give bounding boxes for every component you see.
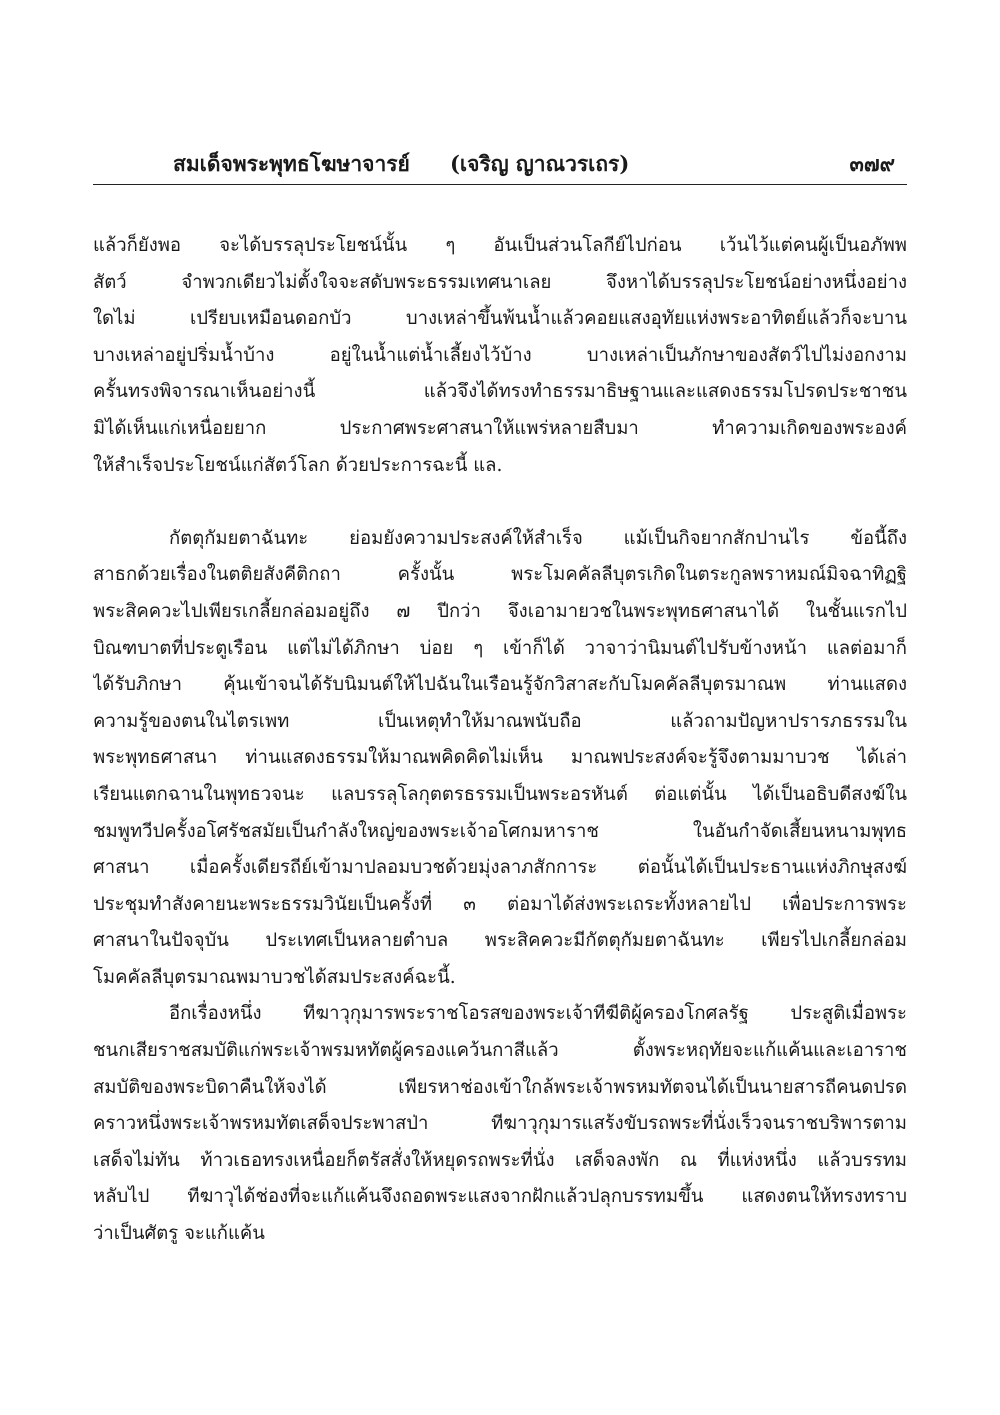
- text-line: บิณฑบาตที่ประตูเรือน แต่ไม่ได้ภิกษา บ่อย ๆ เข้าก็ได้ วาจาว่านิมนต์ไปรับข้างหน้า แลต่อมาก็: [93, 637, 907, 659]
- text-line: เรียนแตกฉานในพุทธวจนะ แลบรรลุโลกุตตรธรรมเป็นพระอรหันต์ ต่อแต่นั้น ได้เป็นอธิบดีสงฆ์ใน: [93, 783, 907, 805]
- text-line: ชนกเสียราชสมบัติแก่พระเจ้าพรมหทัตผู้ครองแคว้นกาสีแล้ว ตั้งพระหฤทัยจะแก้แค้นและเอาราช: [93, 1040, 907, 1062]
- page-header: [93, 142, 907, 185]
- text-line: สาธกด้วยเรื่องในตติยสังคีติกถา ครั้งนั้น พระโมคคัลลีบุตรเกิดในตระกูลพราหมณ์มิจฉาทิฏฐิ: [93, 564, 907, 586]
- text-line: พระสิคควะไปเพียรเกลี้ยกล่อมอยู่ถึง ๗ ปีกว่า จึงเอามายวชในพระพุทธศาสนาได้ ในชั้นแรกไป: [93, 600, 907, 622]
- text-line: คราวหนึ่งพระเจ้าพรหมทัตเสด็จประพาสป่า ทีฆาวุกุมารแสร้งขับรถพระที่นั่งเร็วจนราชบริพารตาม: [93, 1113, 907, 1135]
- text-line: อีกเรื่องหนึ่ง ทีฆาวุกุมารพระราชโอรสของพระเจ้าทีฆีติผู้ครองโกศลรัฐ ประสูติเมื่อพระ: [169, 1003, 907, 1025]
- text-line: ครั้นทรงพิจารณาเห็นอย่างนี้ แล้วจึงได้ทรงทำธรรมาธิษฐานและแสดงธรรมโปรดประชาชน: [93, 381, 907, 403]
- text-line: กัตตุกัมยตาฉันทะ ย่อมยังความประสงค์ให้สำเร็จ แม้เป็นกิจยากสักปานไร ข้อนี้ถึง: [169, 527, 907, 549]
- text-line: ประชุมทำสังคายนะพระธรรมวินัยเป็นครั้งที่ ๓ ต่อมาได้ส่งพระเถระทั้งหลายไป เพื่อประการพระ: [93, 893, 907, 915]
- text-line: สมบัติของพระบิดาคืนให้จงได้ เพียรหาช่องเข้าใกล้พระเจ้าพรหมทัตจนได้เป็นนายสารถีคนดปรด: [93, 1076, 907, 1098]
- text-line: ว่าเป็นศัตรู จะแก้แค้น: [93, 1223, 265, 1245]
- paragraph-gap: [93, 484, 907, 521]
- text-line: แล้วก็ยังพอ จะได้บรรลุประโยชน์นั้น ๆ อันเป็นส่วนโลกีย์ไปก่อน เว้นไว้แต่คนผู้เป็นอภัพพ: [93, 235, 907, 256]
- paragraph-2: [93, 521, 907, 997]
- text-line: ศาสนาในปัจจุบัน ประเทศเป็นหลายตำบล พระสิคควะมีกัตตุกัมยตาฉันทะ เพียรไปเกลี้ยกล่อม: [93, 930, 907, 952]
- header-subtitle: (เจริญ ญาณวรเถร): [450, 151, 630, 176]
- text-line: ใดไม่ เปรียบเหมือนดอกบัว บางเหล่าขึ้นพ้นน้ำแล้วคอยแสงอุทัยแห่งพระอาทิตย์แล้วก็จะบาน: [93, 308, 907, 330]
- text-line: บางเหล่าอยู่ปริ่มน้ำบ้าง อยู่ในน้ำแต่น้ำเลี้ยงไว้บ้าง บางเหล่าเป็นภักษาของสัตว์ไปไม่งอกงาม: [93, 344, 907, 366]
- body-text: [93, 228, 907, 1253]
- text-line: พระพุทธศาสนา ท่านแสดงธรรมให้มาณพคิดคิดไม่เห็น มาณพประสงค์จะรู้จึงตามมาบวช ได้เล่า: [93, 747, 907, 769]
- text-line: สัตว์ จำพวกเดียวไม่ตั้งใจจะสดับพระธรรมเทศนาเลย จึงหาได้บรรลุประโยชน์อย่างหนึ่งอย่าง: [93, 271, 907, 293]
- header-title: สมเด็จพระพุทธโฆษาจารย์: [173, 151, 410, 176]
- text-line: ความรู้ของตนในไตรเพท เป็นเหตุทำให้มาณพนับถือ แล้วถามปัญหาปรารภธรรมใน: [93, 710, 907, 732]
- text-line: ชมพูทวีปครั้งอโศรัชสมัยเป็นกำลังใหญ่ของพระเจ้าอโศกมหาราช ในอันกำจัดเสี้ยนหนามพุทธ: [93, 820, 907, 842]
- paragraph-3: [93, 996, 907, 1252]
- text-line: ให้สำเร็จประโยชน์แก่สัตว์โลก ด้วยประการฉะนี้ แล.: [93, 454, 503, 476]
- page-number: ๓๗๙: [849, 151, 895, 176]
- paragraph-1: [93, 228, 907, 484]
- text-line: โมคคัลลีบุตรมาณพมาบวชได้สมประสงค์ฉะนี้.: [93, 966, 456, 988]
- text-line: หลับไป ทีฆาวุได้ช่องที่จะแก้แค้นจึงถอดพระแสงจากฝักแล้วปลุกบรรทมขึ้น แสดงตนให้ทรงทราบ: [93, 1186, 907, 1208]
- text-line: ศาสนา เมื่อครั้งเดียรถีย์เข้ามาปลอมบวชด้วยมุ่งลาภสักการะ ต่อนั้นได้เป็นประธานแห่งภิกษุสงฆ์: [93, 857, 907, 879]
- text-line: มิได้เห็นแก่เหนื่อยยาก ประกาศพระศาสนาให้แพร่หลายสืบมา ทำความเกิดของพระองค์: [93, 417, 907, 439]
- text-line: ได้รับภิกษา คุ้นเข้าจนได้รับนิมนต์ให้ไปฉันในเรือนรู้จักวิสาสะกับโมคคัลลีบุตรมาณพ ท่านแสดง: [93, 674, 907, 696]
- text-line: เสด็จไม่ทัน ท้าวเธอทรงเหนื่อยก็ตรัสสั่งให้หยุดรถพระที่นั่ง เสด็จลงพัก ณ ที่แห่งหนึ่ง แล้วบรรทม: [93, 1149, 907, 1171]
